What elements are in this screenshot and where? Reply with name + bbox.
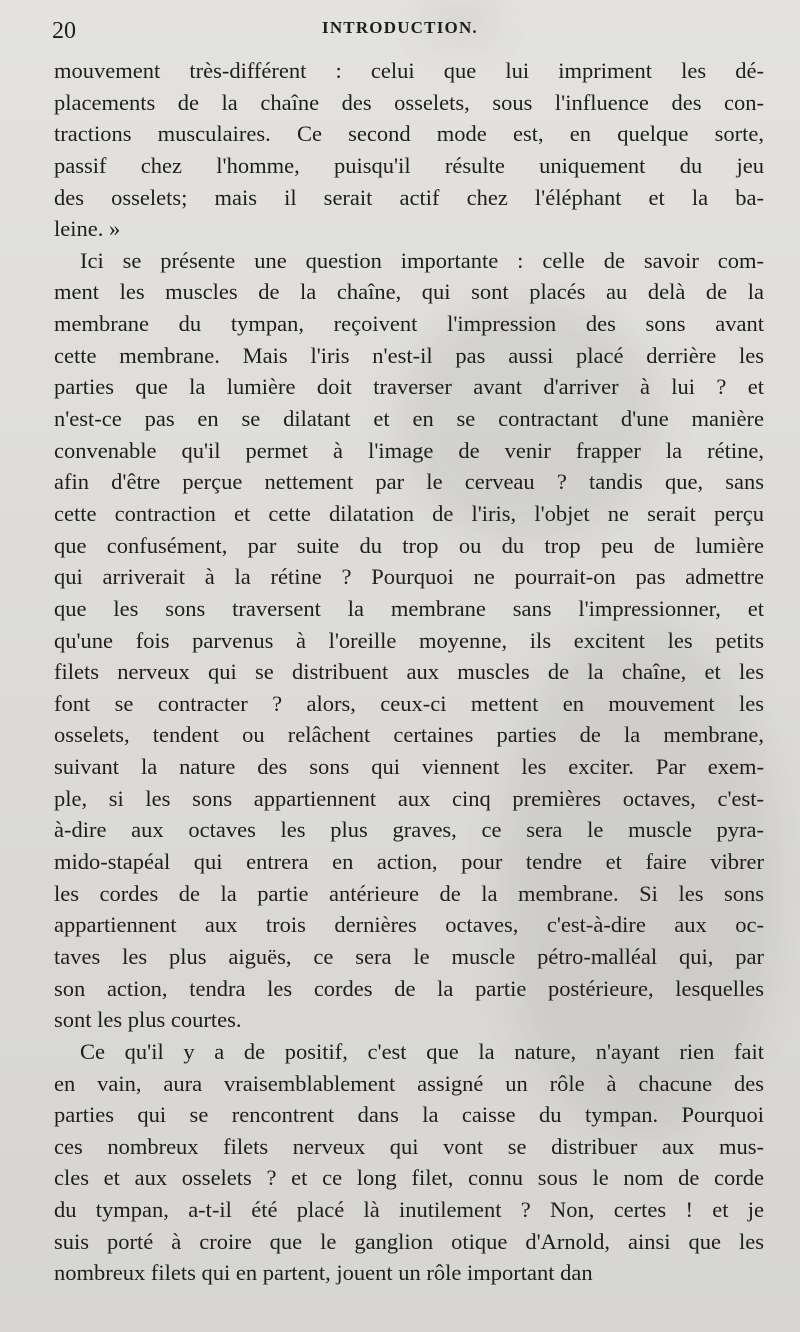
text-line: leine. » <box>54 216 121 242</box>
text-line: sont les plus courtes. <box>54 1007 242 1033</box>
text-line: font se contracter ? alors, ceux-ci mettent en mouvement les <box>54 690 764 716</box>
text-line: mouvement très-différent : celui que lui impriment les dé- <box>54 58 764 83</box>
text-line: filets nerveux qui se distribuent aux muscles de la chaîne, et les <box>54 659 764 685</box>
text-line: qu'une fois parvenus à l'oreille moyenne, ils excitent les petits <box>54 627 764 653</box>
text-line: convenable qu'il permet à l'image de venir frapper la rétine, <box>54 437 764 463</box>
text-line: parties que la lumière doit traverser avant d'arriver à lui ? et <box>54 374 764 400</box>
text-line: ment les muscles de la chaîne, qui sont placés au delà de la <box>54 279 764 305</box>
text-line: suivant la nature des sons qui viennent les exciter. Par exem- <box>54 754 764 780</box>
text-line: en vain, aura vraisemblablement assigné un rôle à chacune des <box>54 1070 764 1096</box>
page-number: 20 <box>52 18 76 44</box>
text-line: Ce qu'il y a de positif, c'est que la nature, n'ayant rien fait <box>80 1038 764 1064</box>
text-line: taves les plus aiguës, ce sera le muscle pétro-malléal qui, par <box>54 943 764 969</box>
text-line: son action, tendra les cordes de la partie postérieure, lesquelles <box>54 975 764 1001</box>
text-line: les cordes de la partie antérieure de la membrane. Si les sons <box>54 880 764 906</box>
text-line: cles et aux osselets ? et ce long filet, connu sous le nom de corde <box>54 1165 764 1191</box>
text-line: que les sons traversent la membrane sans l'impressionner, et <box>54 595 764 621</box>
text-line: afin d'être perçue nettement par le cerveau ? tandis que, sans <box>54 469 764 495</box>
text-line: ces nombreux filets nerveux qui vont se distribuer aux mus- <box>54 1133 764 1159</box>
text-line: cette contraction et cette dilatation de l'iris, l'objet ne serait perçu <box>54 500 764 526</box>
text-line: tractions musculaires. Ce second mode est, en quelque sorte, <box>54 121 764 147</box>
text-line: Ici se présente une question importante : celle de savoir com- <box>80 247 764 273</box>
text-line: placements de la chaîne des osselets, sous l'influence des con- <box>54 89 764 115</box>
text-line: nombreux filets qui en partent, jouent un rôle important dan <box>54 1260 593 1286</box>
text-line: des osselets; mais il serait actif chez l'éléphant et la ba- <box>54 184 764 210</box>
text-line: osselets, tendent ou relâchent certaines parties de la membrane, <box>54 722 764 748</box>
text-line: suis porté à croire que le ganglion otique d'Arnold, ainsi que les <box>54 1228 764 1254</box>
text-line: que confusément, par suite du trop ou du trop peu de lumière <box>54 532 764 558</box>
text-line: du tympan, a-t-il été placé là inutilement ? Non, certes ! et je <box>54 1197 764 1223</box>
text-line: qui arriverait à la rétine ? Pourquoi ne pourrait-on pas admettre <box>54 564 764 590</box>
text-line: mido-stapéal qui entrera en action, pour tendre et faire vibrer <box>54 849 764 875</box>
text-line: passif chez l'homme, puisqu'il résulte uniquement du jeu <box>54 152 764 178</box>
body-text <box>54 55 764 1289</box>
text-line: appartiennent aux trois dernières octaves, c'est-à-dire aux oc- <box>54 912 764 938</box>
text-line: n'est-ce pas en se dilatant et en se contractant d'une manière <box>54 406 764 432</box>
text-line: cette membrane. Mais l'iris n'est-il pas aussi placé derrière les <box>54 342 764 368</box>
page-header <box>52 14 764 48</box>
text-line: à-dire aux octaves les plus graves, ce sera le muscle pyra- <box>54 817 764 843</box>
text-line: parties qui se rencontrent dans la caisse du tympan. Pourquoi <box>54 1102 764 1128</box>
text-line: ple, si les sons appartiennent aux cinq premières octaves, c'est- <box>54 785 764 811</box>
running-head: INTRODUCTION. <box>322 18 478 37</box>
text-line: membrane du tympan, reçoivent l'impression des sons avant <box>54 311 764 337</box>
